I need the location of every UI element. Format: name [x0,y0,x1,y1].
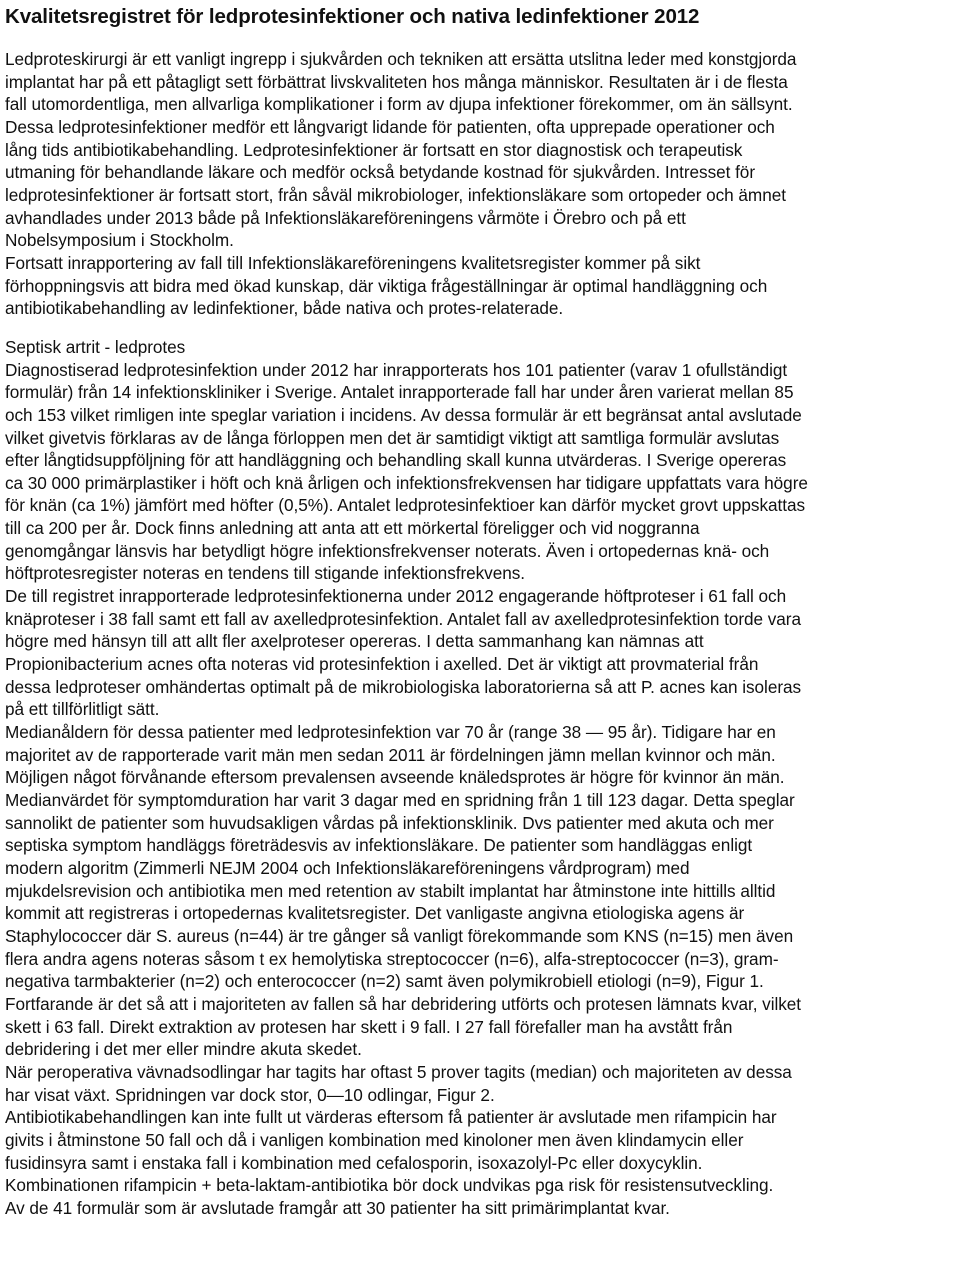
intro-paragraph-1 [5,48,954,252]
text-line: Av de 41 formulär som är avslutade framgår att 30 patienter ha sitt primärimplantat kvar. [5,1197,670,1218]
text-line: septiska symptom handläggs företrädesvis av infektionsläkare. De patienter som handläggas enligt [5,835,753,856]
text-line: efter långtidsuppföljning för att handläggning och behandling skall kunna utvärderas. I Sverige opereras [5,450,787,471]
text-line: ledprotesinfektioner är fortsatt stort, från såväl mikrobiologer, infektionsläkare som ortopeder och ämnet [5,184,786,205]
text-line: givits i åtminstone 50 fall och då i vanligen kombination med kinoloner men även klindamycin eller [5,1129,744,1150]
text-line: implantat har på ett påtagligt sett förbättrat livskvaliteten hos många människor. Resultaten är i de flesta [5,71,788,92]
text-line: kommit att registreras i ortopedernas kvalitetsregister. Det vanligaste angivna etiologiska agens är [5,903,745,924]
text-line: De till registret inrapporterade ledprotesinfektionerna under 2012 engagerande höftproteser i 61 fall och [5,586,787,607]
text-line: vilket givetvis förklaras av de långa förloppen men det är samtidigt viktigt att samtliga formulär avslutas [5,427,780,448]
text-line: formulär) från 14 infektionskliniker i Sverige. Antalet inrapporterade fall har under åren varierat mellan 85 [5,382,794,403]
text-line: sannolikt de patienter som huvudsakligen vårdas på infektionsklinik. Dvs patienter med akuta och mer [5,812,774,833]
text-line: fall utomordentliga, men allvarliga komplikationer i form av djupa infektioner förekommer, om än sällsynt. [5,94,793,115]
text-line: Propionibacterium acnes ofta noteras vid protesinfektion i axelled. Det är viktigt att provmaterial från [5,654,759,675]
text-line: har visat växt. Spridningen var dock stor, 0—10 odlingar, Figur 2. [5,1084,495,1105]
text-line: majoritet av de rapporterade varit män men sedan 2011 är fördelningen jämn mellan kvinnor och män. [5,744,776,765]
spacer [5,32,954,48]
text-line: lång tids antibiotikabehandling. Ledprotesinfektioner är fortsatt en stor diagnostisk och terapeutisk [5,139,743,160]
text-line: flera andra agens noteras såsom t ex hemolytiska streptococcer (n=6), alfa-streptococcer (n=3), gram- [5,948,779,969]
text-line: mjukdelsrevision och antibiotika men med retention av stabilt implantat har åtminstone inte hittills alltid [5,880,776,901]
septic-arthritis-section [5,336,954,1220]
section-paragraph-5 [5,993,954,1061]
section-paragraph-4 [5,789,954,993]
text-line: Kombinationen rifampicin + beta-laktam-antibiotika bör dock undvikas pga risk för resistensutveckling. [5,1175,774,1196]
text-line: förhoppningsvis att bidra med ökad kunskap, där viktiga frågeställningar är optimal handläggning och [5,275,768,296]
text-line: skett i 63 fall. Direkt extraktion av protesen har skett i 9 fall. I 27 fall förefaller man ha avstått från [5,1016,733,1037]
text-line: Staphylococcer där S. aureus (n=44) är tre gånger så vanligt förekommande som KNS (n=15) men även [5,925,794,946]
text-line: Dessa ledprotesinfektioner medför ett långvarigt lidande för patienten, ofta upprepade operationer och [5,116,775,137]
section-paragraph-6 [5,1061,954,1106]
intro-section [5,48,954,320]
text-line: Nobelsymposium i Stockholm. [5,230,234,251]
section-paragraph-9 [5,1197,954,1220]
text-line: Ledproteskirurgi är ett vanligt ingrepp i sjukvården och tekniken att ersätta utslitna leder med konstgjorda [5,49,797,69]
section-paragraph-3 [5,721,954,789]
text-line: Antibiotikabehandlingen kan inte fullt ut värderas eftersom få patienter är avslutade men rifampicin har [5,1107,777,1128]
text-line: utmaning för behandlande läkare och medför också betydande kostnad för sjukvården. Intresset för [5,162,755,183]
text-line: högre med hänsyn till att allt fler axelproteser opereras. I detta sammanhang kan nämnas att [5,631,704,652]
text-line: Medianvärdet för symptomduration har varit 3 dagar med en spridning från 1 till 123 dagar. Detta speglar [5,790,795,810]
section-paragraph-8 [5,1174,954,1197]
text-line: till ca 200 per år. Dock finns anledning att anta att ett mörkertal föreligger och vid noggranna [5,518,700,539]
spacer [5,320,954,336]
text-line: Diagnostiserad ledprotesinfektion under 2012 har inrapporterats hos 101 patienter (varav 1 ofullständigt [5,359,788,380]
text-line: Möjligen något förvånande eftersom prevalensen avseende knäledsprotes är högre för kvinnor än män. [5,767,785,788]
text-line: modern algoritm (Zimmerli NEJM 2004 och Infektionsläkareföreningens vårdprogram) med [5,857,690,878]
section-paragraph-2 [5,585,954,721]
page-title: Kvalitetsregistret för ledprotesinfektioner och nativa ledinfektioner 2012 [5,5,700,28]
text-line: fusidinsyra samt i enstaka fall i kombination med cefalosporin, isoxazolyl-Pc eller doxycyklin. [5,1152,703,1173]
section-heading: Septisk artrit - ledprotes [5,336,186,357]
text-line: och 153 vilket rimligen inte speglar variation i incidens. Av dessa formulär är ett begränsat antal avslutade [5,404,802,425]
section-paragraph-1 [5,359,954,586]
text-line: på ett tillförlitligt sätt. [5,699,160,720]
text-line: Fortsatt inrapportering av fall till Infektionsläkareföreningens kvalitetsregister kommer på sikt [5,252,701,273]
text-line: för knän (ca 1%) jämfört med höfter (0,5%). Antalet ledprotesinfektioer kan därför mycket grovt uppskattas [5,495,806,516]
text-line: Medianåldern för dessa patienter med ledprotesinfektion var 70 år (range 38 — 95 år). Tidigare har en [5,722,776,743]
text-line: När peroperativa vävnadsodlingar har tagits har oftast 5 prover tagits (median) och majoriteten av dessa [5,1061,792,1082]
text-line: ca 30 000 primärplastiker i höft och knä årligen och infektionsfrekvensen har tidigare uppfattats vara högre [5,472,808,493]
text-line: avhandlades under 2013 både på Infektionsläkareföreningens vårmöte i Örebro och på ett [5,207,686,228]
text-line: antibiotikabehandling av ledinfektioner, både nativa och protes-relaterade. [5,298,564,319]
intro-paragraph-2 [5,252,954,320]
text-line: Fortfarande är det så att i majoriteten av fallen så har debridering utförts och protesen lämnats kvar, vilket [5,993,802,1014]
text-line: negativa tarmbakterier (n=2) och enterococcer (n=2) samt även polymikrobiell etiologi (n=9), Figur 1. [5,971,764,992]
text-line: genomgångar länsvis har betydligt högre infektionsfrekvenser noterats. Även i ortopedernas knä- och [5,540,770,561]
text-line: knäproteser i 38 fall samt ett fall av axelledprotesinfektion. Antalet fall av axelledprotesinfektion torde vara [5,608,801,629]
text-line: höftprotesregister noteras en tendens till stigande infektionsfrekvens. [5,563,526,584]
text-line: debridering i det mer eller mindre akuta skedet. [5,1039,362,1060]
text-line: dessa ledproteser omhändertas optimalt på de mikrobiologiska laboratorierna så att P. acnes kan isoleras [5,676,802,697]
section-paragraph-7 [5,1106,954,1174]
